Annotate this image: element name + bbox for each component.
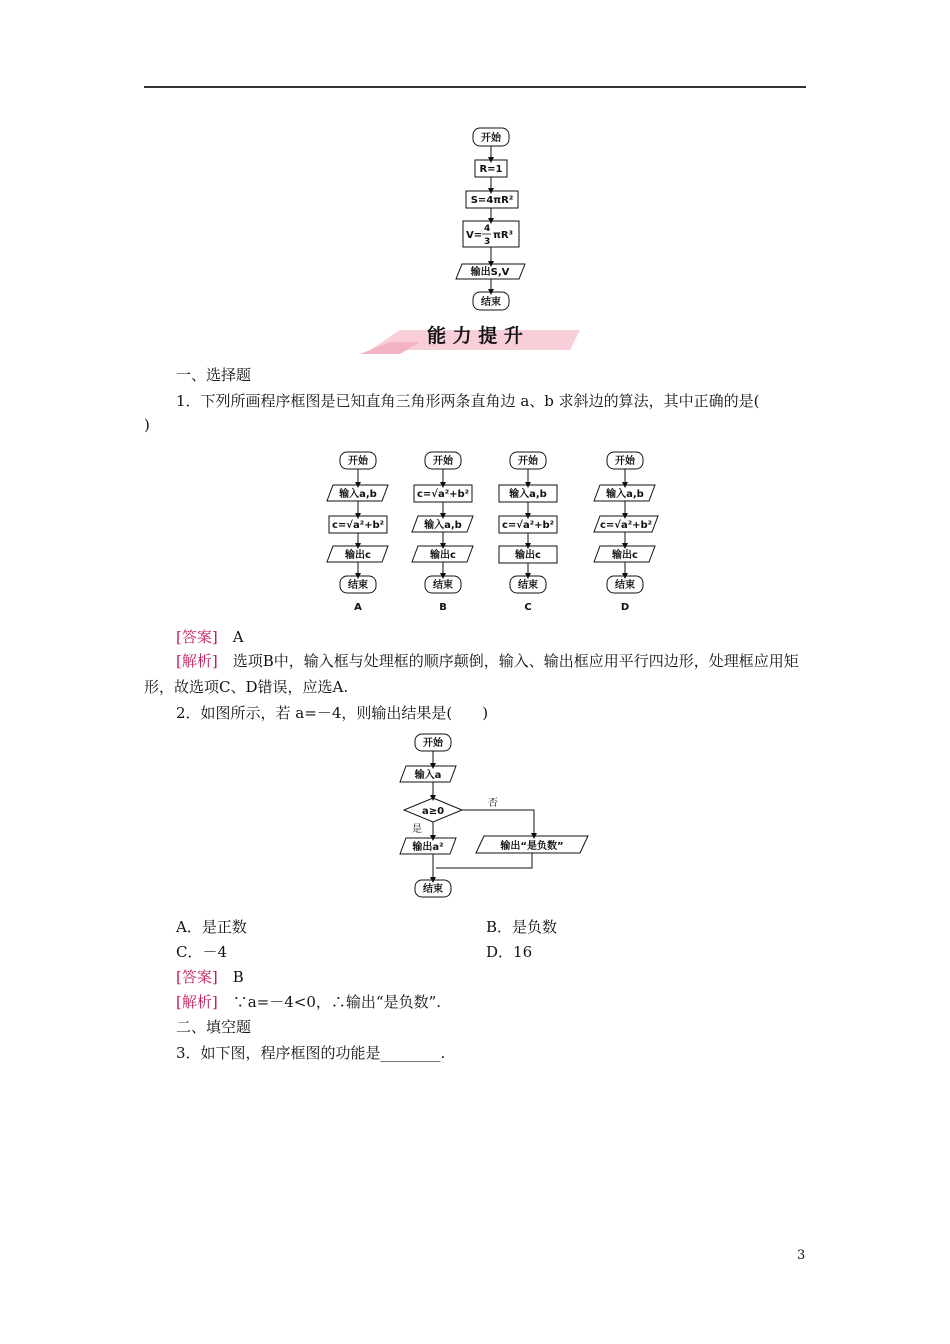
section1-heading: 一、选择题 bbox=[176, 366, 252, 384]
header-rule bbox=[144, 86, 806, 88]
section2-heading: 二、填空题 bbox=[176, 1018, 252, 1036]
svg-text:开始: 开始 bbox=[518, 456, 538, 467]
q2-option-a: A．是正数 bbox=[176, 918, 247, 936]
q2-no-label: 否 bbox=[488, 798, 498, 809]
fc1-box3-lhs: V= bbox=[466, 230, 483, 241]
svg-text:输出c: 输出c bbox=[430, 550, 456, 561]
svg-text:开始: 开始 bbox=[615, 456, 635, 467]
svg-text:输入a,b: 输入a,b bbox=[424, 520, 462, 531]
fc1-box3-num: 4 bbox=[484, 224, 491, 234]
svg-text:结束: 结束 bbox=[433, 580, 453, 591]
svg-text:输出c: 输出c bbox=[515, 550, 541, 561]
section-banner bbox=[360, 320, 590, 360]
svg-text:c=√a²+b²: c=√a²+b² bbox=[599, 520, 653, 531]
fc1-end-text: 结束 bbox=[481, 297, 501, 308]
svg-text:c=√a²+b²: c=√a²+b² bbox=[416, 489, 470, 500]
svg-text:开始: 开始 bbox=[423, 738, 443, 749]
q2-analysis: [解析] ∵a=－4<0，∴输出“是负数”. bbox=[176, 993, 442, 1011]
page-number: 3 bbox=[797, 1248, 806, 1263]
top-flowchart bbox=[440, 124, 550, 314]
fc1-box1-text: R=1 bbox=[479, 164, 503, 175]
q2-text: 2．如图所示，若 a=－4，则输出结果是( ) bbox=[176, 704, 489, 722]
banner-title: 能 力 提 升 bbox=[427, 325, 523, 347]
q1-label-c: C bbox=[524, 602, 532, 613]
q1-answer: [答案] A bbox=[176, 628, 244, 646]
q1-label-a: A bbox=[354, 602, 362, 613]
fc1-start-text: 开始 bbox=[481, 133, 501, 144]
svg-text:输出a²: 输出a² bbox=[412, 842, 444, 853]
svg-text:a≥0: a≥0 bbox=[421, 806, 445, 817]
svg-text:c=√a²+b²: c=√a²+b² bbox=[331, 520, 385, 531]
q2-answer: [答案] B bbox=[176, 968, 244, 986]
svg-text:c=√a²+b²: c=√a²+b² bbox=[501, 520, 555, 531]
q1-label-b: B bbox=[439, 602, 447, 613]
q1-close: ) bbox=[144, 416, 150, 434]
svg-text:结束: 结束 bbox=[615, 580, 635, 591]
fc1-output-text: 输出S,V bbox=[470, 267, 510, 278]
q1-analysis: [解析] 选项B中，输入框与处理框的顺序颠倒，输入、输出框应用平行四边形，处理框应用矩形，故选项C、D错误，应选A. bbox=[144, 652, 799, 696]
svg-text:输入a,b: 输入a,b bbox=[339, 489, 377, 500]
q2-option-d: D．16 bbox=[486, 943, 533, 961]
q1-text: 1．下列所画程序框图是已知直角三角形两条直角边 a、b 求斜边的算法，其中正确的是( bbox=[176, 392, 760, 410]
q2-yes-label: 是 bbox=[412, 824, 422, 835]
svg-text:结束: 结束 bbox=[518, 580, 538, 591]
fc1-box2-text: S=4πR² bbox=[470, 195, 514, 206]
svg-text:输出“是负数”: 输出“是负数” bbox=[500, 841, 564, 852]
q1-label-d: D bbox=[620, 602, 630, 613]
fc1-box3-den: 3 bbox=[484, 237, 491, 247]
svg-text:开始: 开始 bbox=[433, 456, 453, 467]
svg-text:输入a,b: 输入a,b bbox=[509, 489, 547, 500]
fc1-box3-rhs: πR³ bbox=[493, 230, 513, 241]
q2-option-c: C．－4 bbox=[176, 943, 228, 961]
svg-text:输出c: 输出c bbox=[612, 550, 638, 561]
svg-text:输出c: 输出c bbox=[345, 550, 371, 561]
svg-text:开始: 开始 bbox=[348, 456, 368, 467]
svg-text:输入a,b: 输入a,b bbox=[606, 489, 644, 500]
svg-text:输入a: 输入a bbox=[414, 770, 442, 781]
q3-text: 3．如下图，程序框图的功能是________. bbox=[176, 1044, 446, 1062]
svg-text:结束: 结束 bbox=[423, 884, 443, 895]
q1-flowcharts bbox=[318, 448, 662, 618]
q2-flowchart bbox=[396, 730, 592, 902]
q2-option-b: B．是负数 bbox=[486, 918, 558, 936]
svg-text:结束: 结束 bbox=[348, 580, 368, 591]
